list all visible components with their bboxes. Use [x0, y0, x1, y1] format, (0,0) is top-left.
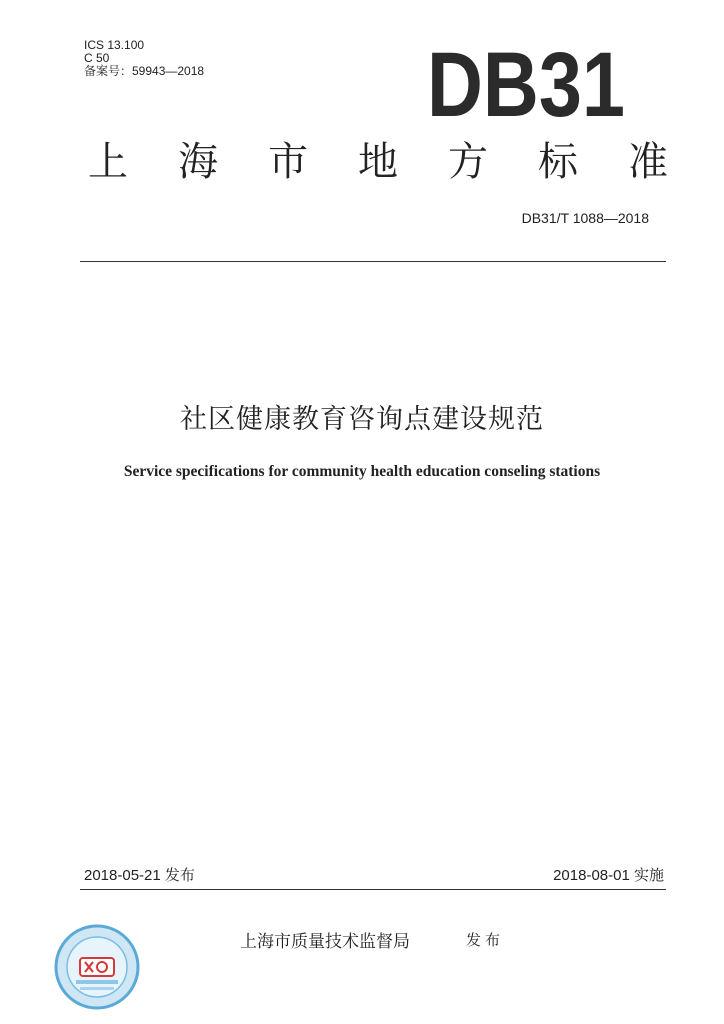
- classification-code: C 50: [84, 51, 110, 65]
- implement-date: 2018-08-01 实施: [553, 867, 664, 884]
- standard-type-title: [88, 138, 668, 186]
- standard-type-char: 标: [538, 139, 578, 185]
- issuing-authority: 上海市质量技术监督局: [240, 932, 410, 952]
- issued-label: 发布: [466, 931, 505, 949]
- record-number: 备案号：59943—2018: [84, 64, 205, 78]
- document-title-cn: 社区健康教育咨询点建设规范: [180, 404, 544, 435]
- standard-type-char: 方: [448, 139, 488, 185]
- document-title-en: Service specifications for community health education conseling stations: [123, 463, 601, 480]
- ics-code: ICS 13.100: [84, 38, 145, 52]
- bottom-divider: [80, 889, 666, 890]
- db31-logo-text: DB31: [427, 34, 625, 136]
- standard-type-char: 市: [268, 139, 308, 185]
- top-divider: [80, 261, 666, 262]
- certification-stamp-icon: [54, 924, 140, 1010]
- issue-date: 2018-05-21 发布: [84, 867, 195, 884]
- db31-logo: [426, 34, 626, 136]
- standard-type-char: 准: [628, 139, 668, 185]
- standard-type-char: 地: [358, 139, 398, 185]
- standard-type-char: 海: [178, 139, 218, 185]
- standard-type-char: 上: [88, 139, 128, 185]
- standard-number: DB31/T 1088—2018: [521, 210, 649, 226]
